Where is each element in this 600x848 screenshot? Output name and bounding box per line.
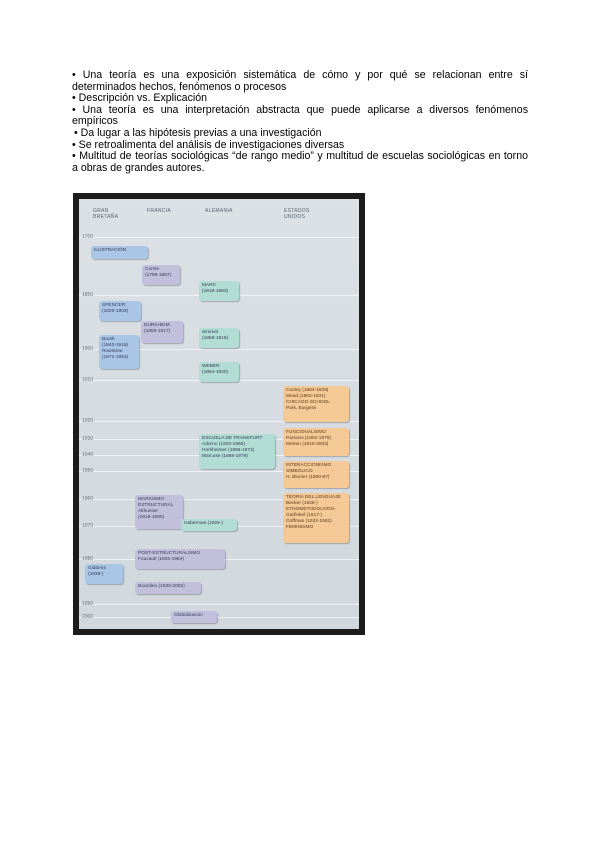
- box-line: SIMBÓLICO: [286, 469, 313, 474]
- box-line: Park, Burgess: [286, 406, 317, 411]
- box-line: ETNOMETODOLOGÍA: [286, 507, 335, 512]
- box-teoria-lenguaje: [283, 493, 349, 543]
- box-line: Goffman (1922-1982): [286, 519, 332, 524]
- box-line: Marcuse (1898-1979): [202, 454, 248, 459]
- box-line: (1938-): [88, 572, 104, 577]
- box-line: Adorno (1903-1969): [202, 442, 245, 447]
- box-line: (1918-1990): [138, 515, 165, 520]
- box-line: (1858-1918): [202, 336, 229, 341]
- box-comte: [142, 265, 180, 285]
- year-label: 1940: [82, 452, 94, 458]
- box-line: TEORÍA DEL LENGUAJE: [286, 495, 341, 500]
- box-line: POST-ESTRUCTURALISMO: [138, 551, 201, 556]
- box-line: (1798-1857): [145, 273, 172, 278]
- year-label: 1950: [82, 468, 94, 474]
- box-line: INTERACCIONISMO: [286, 463, 332, 468]
- box-line: FUNCIONALISMO: [286, 430, 326, 435]
- bullet-item: • Una teoría es una exposición sistemática de cómo y por qué se relacionan entre sí determinados hechos, fenómenos o procesos: [72, 69, 528, 93]
- timeline-panel: [79, 199, 359, 629]
- year-label: 1910: [82, 377, 94, 383]
- box-line: (1820-1903): [102, 309, 129, 314]
- box-line: Parsons (1902-1979): [286, 436, 332, 441]
- box-line: Globalización: [174, 613, 203, 618]
- bullet-item: • Descripción vs. Explicación: [72, 92, 208, 105]
- year-gridline: [79, 604, 359, 605]
- box-funcionalismo: [283, 428, 349, 456]
- box-habermas: [181, 519, 237, 531]
- bullet-item: • Una teoría es una interpretación abstracta que puede aplicarse a diversos fenómenos empíricos: [72, 103, 528, 128]
- box-globalizacion: [171, 611, 217, 623]
- year-gridline: [79, 617, 359, 618]
- year-label: 1990: [82, 601, 94, 607]
- bullet-list: [72, 70, 528, 174]
- box-line: (1818-1883): [202, 289, 229, 294]
- year-label: 2000: [82, 614, 94, 620]
- year-label: 1930: [82, 436, 94, 442]
- box-line: ESCUELA DE FRANKFURT: [202, 436, 263, 441]
- box-weber: [199, 362, 239, 382]
- bullet-item: • Multitud de teorías sociológicas “de rango medio” y multitud de escuelas sociológicas en torno a obras de grandes autores.: [72, 150, 528, 174]
- year-gridline: [79, 237, 359, 238]
- column-header-france: FRANCIA: [147, 208, 172, 214]
- box-simmel: [199, 328, 239, 348]
- sociology-timeline-image: [73, 193, 365, 635]
- box-line: MARXISMO: [138, 497, 165, 502]
- column-header-germany: ALEMANIA: [205, 208, 233, 214]
- box-booth: [99, 335, 139, 369]
- box-line: SPENCER: [102, 303, 126, 308]
- box-line: FEMINISMO: [286, 525, 314, 530]
- box-line: Giddens: [88, 566, 106, 571]
- box-line: CHICAGO SCHOOL: [286, 400, 330, 405]
- box-line: Merton (1910-2003): [286, 442, 329, 447]
- box-line: Comte: [145, 267, 160, 272]
- year-label: 1960: [82, 496, 94, 502]
- year-label: 1920: [82, 418, 94, 424]
- year-label: 1850: [82, 292, 94, 298]
- box-durkheim: [141, 321, 183, 343]
- year-label: 1970: [82, 523, 94, 529]
- box-line: Mead (1863-1931): [286, 394, 326, 399]
- box-marx: [199, 281, 239, 301]
- box-line: Garfinkel (1917-): [286, 513, 322, 518]
- box-line: DURKHEIM: [144, 323, 170, 328]
- box-line: WEBER: [202, 364, 220, 369]
- box-line: Habermas (1929-): [184, 521, 223, 526]
- box-line: Booth: [102, 337, 115, 342]
- box-chicago-school: [283, 386, 349, 422]
- box-ilustracion: [91, 246, 148, 259]
- year-label: 1980: [82, 556, 94, 562]
- box-bourdieu: [135, 582, 201, 594]
- box-post-estructuralismo: [135, 549, 225, 569]
- box-line: Simmel: [202, 330, 218, 335]
- year-label: 1700: [82, 234, 94, 240]
- box-line: (1858-1917): [144, 329, 171, 334]
- box-line: MARX: [202, 283, 216, 288]
- box-escuela-frankfurt: [199, 434, 275, 469]
- column-header-usa: ESTADOS UNIDOS: [284, 208, 310, 220]
- box-line: (1871-1954): [102, 355, 129, 360]
- bullet-item: • Se retroalimenta del análisis de investigaciones diversas: [72, 138, 345, 151]
- box-line: H. Blumer (1900-87): [286, 475, 330, 480]
- box-line: (1864-1920): [202, 370, 229, 375]
- year-label: 1900: [82, 346, 94, 352]
- column-header-uk: GRAN BRETAÑA: [93, 208, 119, 220]
- box-line: ESTRUCTURAL: [138, 503, 174, 508]
- box-line: Becker (1928-): [286, 501, 318, 506]
- box-spencer: [99, 301, 141, 321]
- box-marxismo-estructural: [135, 495, 183, 529]
- box-line: Cooley (1864-1929): [286, 388, 329, 393]
- box-line: (1840-1916): [102, 343, 129, 348]
- box-line: Althusser: [138, 509, 158, 514]
- bullet-item: • Da lugar a las hipótesis previas a una investigación: [74, 126, 322, 139]
- box-giddens: [85, 564, 123, 584]
- box-interaccionismo: [283, 461, 349, 488]
- box-line: Rowntree: [102, 349, 123, 354]
- box-line: Foucault (1926-1984): [138, 557, 184, 562]
- box-line: Bourdieu (1930-2002): [138, 584, 185, 589]
- box-line: Horkheimer (1895-1973): [202, 448, 255, 453]
- box-line: ILUSTRACIÓN: [94, 248, 127, 253]
